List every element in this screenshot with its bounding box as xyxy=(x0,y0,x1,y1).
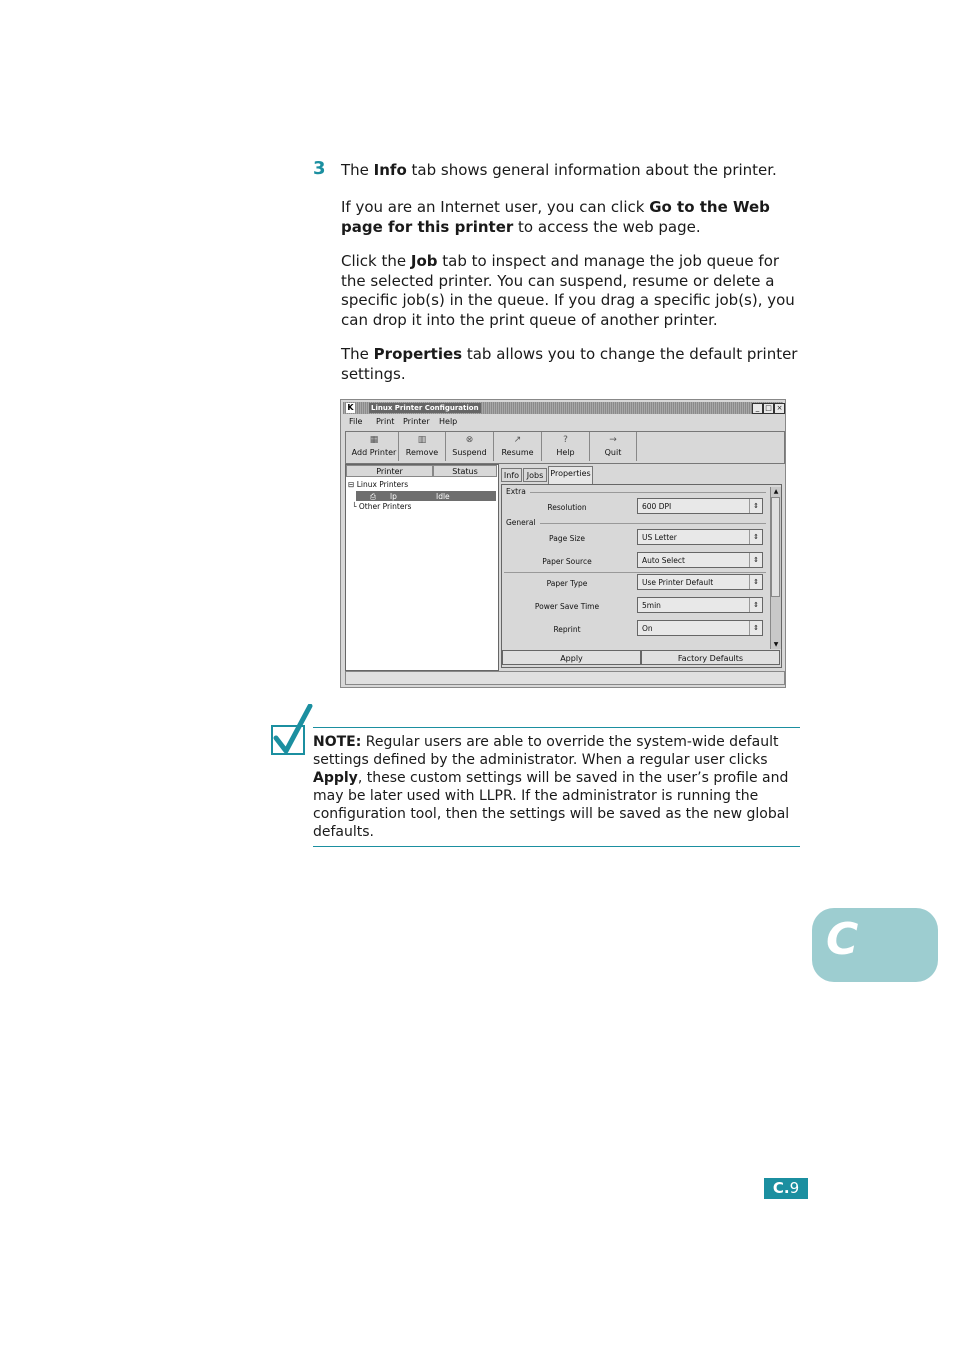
resolution-select[interactable] xyxy=(637,498,763,514)
vertical-scrollbar[interactable] xyxy=(770,487,781,649)
spinner-arrows-icon[interactable]: ⇕ xyxy=(749,575,762,589)
select-value: Auto Select xyxy=(642,556,685,565)
scroll-thumb[interactable] xyxy=(771,497,780,597)
page-size-select[interactable] xyxy=(637,529,763,545)
menu-file[interactable]: File xyxy=(349,417,363,426)
window-titlebar xyxy=(343,402,783,414)
printer-add-icon: ▦ xyxy=(369,435,379,445)
setting-label: Paper Type xyxy=(546,579,588,588)
tree-label: Linux Printers xyxy=(356,480,409,489)
paper-source-select[interactable] xyxy=(637,552,763,568)
spinner-arrows-icon[interactable]: ⇕ xyxy=(749,499,762,513)
tool-label: Add Printer xyxy=(351,448,397,457)
select-value: US Letter xyxy=(642,533,677,542)
group-extra-label: Extra xyxy=(506,487,526,496)
tree-other-printers[interactable]: └ Other Printers xyxy=(352,502,412,511)
text: The xyxy=(341,161,374,179)
apply-button[interactable]: Apply xyxy=(502,650,641,665)
group-divider xyxy=(530,492,766,493)
help-icon: ? xyxy=(563,435,568,445)
group-divider xyxy=(540,523,766,524)
help-button[interactable] xyxy=(542,432,590,461)
quit-button[interactable] xyxy=(590,432,637,461)
tool-label: Help xyxy=(556,448,575,457)
menu-printer[interactable]: Printer xyxy=(403,417,430,426)
spinner-arrows-icon[interactable]: ⇕ xyxy=(749,530,762,544)
checkmark-note-icon xyxy=(270,704,314,758)
bold-term: Info xyxy=(373,161,407,179)
note-label: NOTE: xyxy=(313,734,362,750)
printer-remove-icon: ▥ xyxy=(417,435,427,445)
setting-label: Paper Source xyxy=(542,557,592,566)
paragraph-info-tab xyxy=(341,161,803,181)
status-bar xyxy=(345,671,785,685)
tab-info[interactable]: Info xyxy=(501,468,522,482)
tool-label: Remove xyxy=(405,448,439,457)
select-value: Use Printer Default xyxy=(642,578,714,587)
printer-status: Idle xyxy=(436,492,450,501)
page-prefix: C. xyxy=(772,1179,790,1197)
add-printer-button[interactable] xyxy=(350,432,399,461)
select-value: 600 DPI xyxy=(642,502,672,511)
resume-icon: ↗ xyxy=(513,435,522,445)
setting-label: Page Size xyxy=(549,534,585,543)
printer-list-pane xyxy=(345,464,499,671)
factory-defaults-button[interactable]: Factory Defaults xyxy=(641,650,780,665)
resume-button[interactable] xyxy=(494,432,542,461)
group-divider xyxy=(504,572,766,573)
power-save-select[interactable] xyxy=(637,597,763,613)
bold-term: Job xyxy=(410,252,438,270)
text: tab to inspect and manage the job queue for the selected printer. You can suspend, resume or delete a specific job(s) in the queue. If you drag a specific job(s), you can drop it into the print queue of another printer. xyxy=(341,252,795,329)
spinner-arrows-icon[interactable]: ⇕ xyxy=(749,621,762,635)
scroll-up-icon[interactable]: ▲ xyxy=(773,488,779,495)
spinner-arrows-icon[interactable]: ⇕ xyxy=(749,598,762,612)
select-value: On xyxy=(642,624,653,633)
quit-icon: → xyxy=(609,435,617,445)
printer-name: lp xyxy=(390,492,397,501)
select-value: 5min xyxy=(642,601,661,610)
step-number: 3 xyxy=(313,158,326,179)
setting-label: Reprint xyxy=(553,625,581,634)
tool-label: Suspend xyxy=(452,448,487,457)
suspend-icon: ⊗ xyxy=(465,435,474,445)
maximize-button[interactable]: □ xyxy=(763,403,774,414)
appendix-letter: C xyxy=(826,914,859,965)
text: Click the xyxy=(341,252,411,270)
toolbar xyxy=(345,431,785,464)
setting-label: Power Save Time xyxy=(534,602,600,611)
scroll-down-icon[interactable]: ▼ xyxy=(773,641,779,648)
text: The xyxy=(341,345,374,363)
paper-type-select[interactable] xyxy=(637,574,763,590)
note-bottom-rule xyxy=(313,846,800,847)
page-digit: 9 xyxy=(789,1179,800,1197)
properties-panel xyxy=(501,484,782,668)
printer-config-window xyxy=(340,399,786,688)
printer-icon: ⎙ xyxy=(370,492,376,501)
text: , these custom settings will be saved in the user’s profile and may be later used with LLPR. If the administrator is running the configuration tool, then the settings will be saved as the new global defaults. xyxy=(313,770,790,840)
spinner-arrows-icon[interactable]: ⇕ xyxy=(749,553,762,567)
paragraph-job-tab xyxy=(341,252,803,330)
minimize-button[interactable]: _ xyxy=(752,403,763,414)
tree-label: Other Printers xyxy=(358,502,412,511)
suspend-button[interactable] xyxy=(446,432,494,461)
text: If you are an Internet user, you can click xyxy=(341,198,650,216)
menu-help[interactable]: Help xyxy=(439,417,458,426)
text: tab allows you to change the default printer settings. xyxy=(341,345,798,383)
menubar xyxy=(343,415,783,429)
text: tab shows general information about the printer. xyxy=(406,161,777,179)
note-top-rule xyxy=(313,727,800,728)
tool-label: Resume xyxy=(501,448,534,457)
setting-label: Resolution xyxy=(547,503,587,512)
text: to access the web page. xyxy=(513,217,701,236)
tab-properties[interactable]: Properties xyxy=(548,466,593,484)
paragraph-properties-tab xyxy=(341,345,803,384)
tree-linux-printers[interactable] xyxy=(348,480,408,489)
kde-logo-icon: K xyxy=(347,403,354,412)
reprint-select[interactable] xyxy=(637,620,763,636)
appendix-side-tab xyxy=(812,908,938,982)
page-number xyxy=(764,1178,808,1199)
close-button[interactable]: × xyxy=(774,403,785,414)
menu-print[interactable]: Print xyxy=(376,417,395,426)
tree-item-lp[interactable] xyxy=(356,491,496,501)
text: Regular users are able to override the system-wide default settings defined by the administrator. When a regular user clicks xyxy=(313,734,779,768)
paragraph-web-page xyxy=(341,198,803,237)
bold-term: Go to the Web page for this printer xyxy=(341,198,770,236)
note-text xyxy=(313,733,803,841)
group-general-label: General xyxy=(506,518,536,527)
tab-jobs[interactable]: Jobs xyxy=(523,468,547,482)
column-status[interactable]: Status xyxy=(433,465,497,477)
tool-label: Quit xyxy=(604,448,622,457)
collapse-icon[interactable]: ⊟ xyxy=(348,480,355,489)
bold-term: Properties xyxy=(373,345,463,363)
bold-term: Apply xyxy=(313,770,358,786)
column-printer[interactable]: Printer xyxy=(346,465,433,477)
remove-button[interactable] xyxy=(399,432,446,461)
window-title: Linux Printer Configuration xyxy=(371,404,479,412)
